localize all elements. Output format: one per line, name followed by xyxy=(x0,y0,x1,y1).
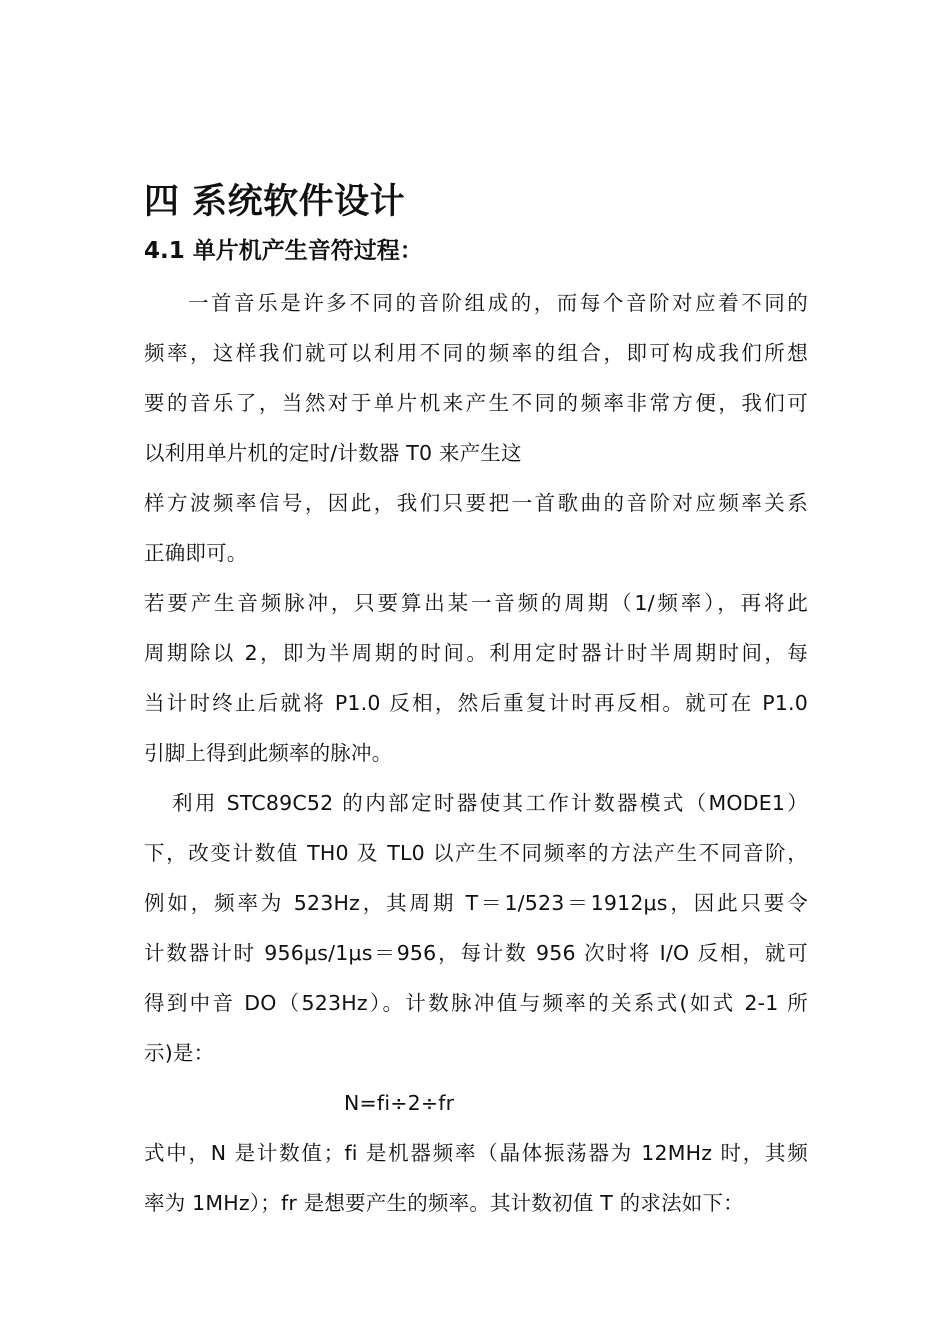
paragraph-line: 若要产生音频脉冲，只要算出某一音频的周期（1/频率），再将此 xyxy=(144,591,808,615)
paragraph-line: 频率，这样我们就可以利用不同的频率的组合，即可构成我们所想 xyxy=(144,341,808,365)
paragraph-line: 引脚上得到此频率的脉冲。 xyxy=(144,741,393,765)
section-heading: 四 系统软件设计 xyxy=(144,182,406,222)
paragraph-line: 要的音乐了，当然对于单片机来产生不同的频率非常方便，我们可 xyxy=(144,391,808,415)
paragraph-line: 计数器计时 956μs/1μs＝956，每计数 956 次时将 I/O 反相，就可 xyxy=(144,941,808,965)
paragraph-line: 当计时终止后就将 P1.0 反相，然后重复计时再反相。就可在 P1.0 xyxy=(144,691,808,715)
paragraph-line: 得到中音 DO（523Hz）。计数脉冲值与频率的关系式(如式 2-1 所 xyxy=(144,991,808,1015)
subsection-heading: 4.1 单片机产生音符过程： xyxy=(144,238,423,264)
formula: N=fi÷2÷fr xyxy=(344,1091,455,1115)
paragraph-line: 样方波频率信号，因此，我们只要把一首歌曲的音阶对应频率关系 xyxy=(144,491,808,515)
paragraph-line: 式中，N 是计数值；fi 是机器频率（晶体振荡器为 12MHz 时，其频 xyxy=(144,1141,808,1165)
paragraph-line: 利用 STC89C52 的内部定时器使其工作计数器模式（MODE1） xyxy=(172,791,808,815)
document-content xyxy=(144,176,808,1228)
paragraph-line: 一首音乐是许多不同的音阶组成的，而每个音阶对应着不同的 xyxy=(188,291,808,315)
paragraph-line: 正确即可。 xyxy=(144,541,248,565)
paragraph-line: 下，改变计数值 TH0 及 TL0 以产生不同频率的方法产生不同音阶， xyxy=(144,841,808,865)
paragraph-line: 率为 1MHz）；fr 是想要产生的频率。其计数初值 T 的求法如下： xyxy=(144,1191,744,1215)
paragraph-line: 例如，频率为 523Hz，其周期 T＝1/523＝1912μs，因此只要令 xyxy=(144,891,808,915)
paragraph-line: 以利用单片机的定时/计数器 T0 来产生这 xyxy=(144,441,522,465)
paragraph-line: 周期除以 2，即为半周期的时间。利用定时器计时半周期时间，每 xyxy=(144,641,808,665)
paragraph-line: 示)是： xyxy=(144,1041,215,1065)
